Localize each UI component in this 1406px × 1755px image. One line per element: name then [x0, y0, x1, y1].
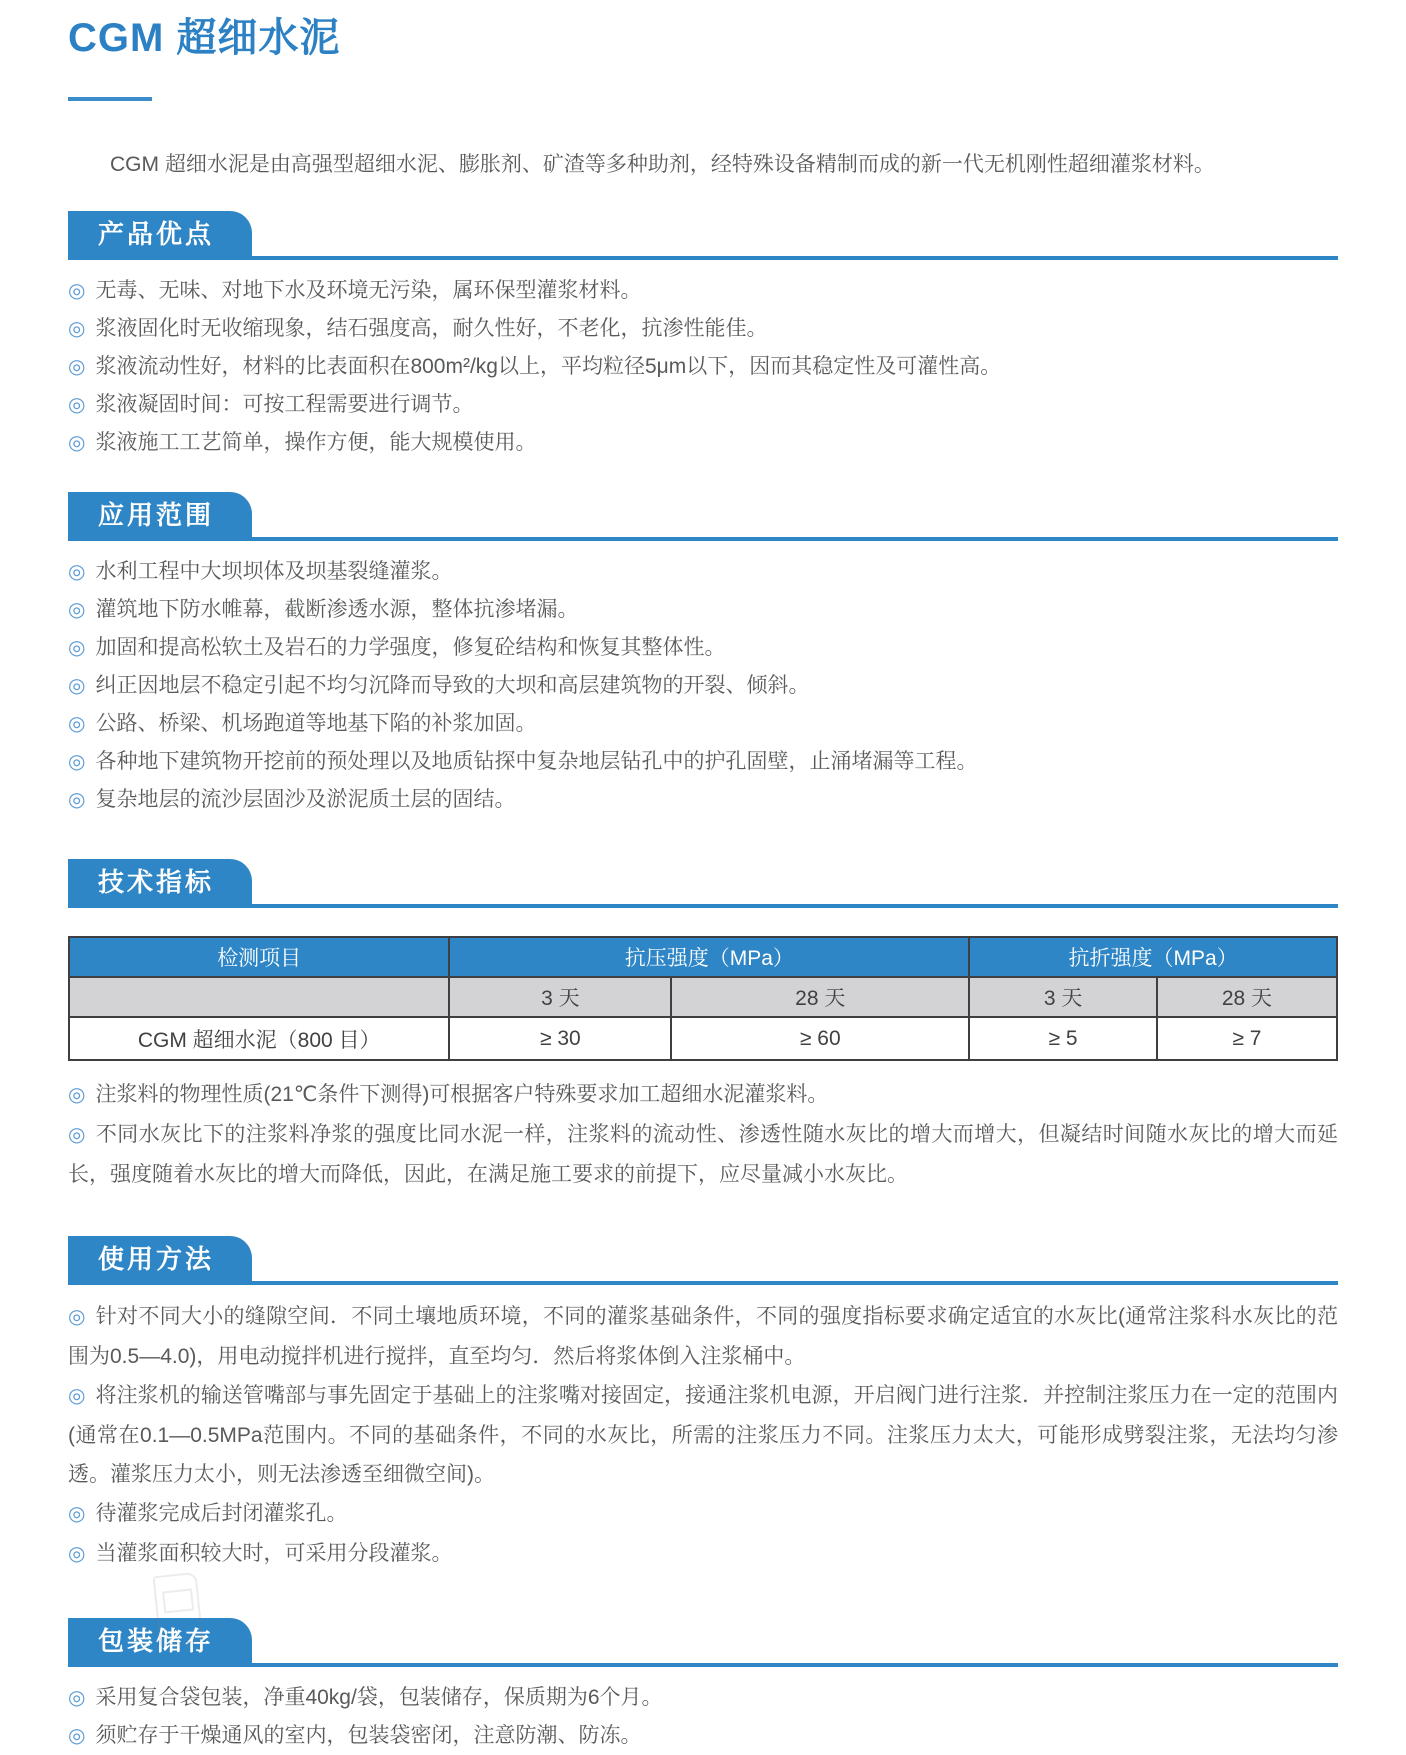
specs-notes: [68, 1075, 1338, 1194]
subheader-cell: 28 天: [1157, 977, 1337, 1017]
ring-bullet-icon: ◎: [68, 280, 86, 302]
section-advantages: [68, 211, 1338, 462]
list-item-text: 水利工程中大坝坝体及坝基裂缝灌浆。: [95, 560, 453, 583]
list-item: [68, 553, 1338, 591]
list-item: [68, 781, 1338, 819]
product-name-cell: CGM 超细水泥（800 目）: [69, 1017, 449, 1060]
note-text: 不同水灰比下的注浆料净浆的强度比同水泥一样，注浆料的流动性、渗透性随水灰比的增大而增大，但凝结时间随水灰比的增大而延长，强度随着水灰比的增大而降低，因此，在满足施工要求的前提下，应尽量减小水灰比。: [68, 1123, 1338, 1186]
spec-table-data-row: [69, 1017, 1337, 1060]
usage-list: [68, 1297, 1338, 1574]
list-item-text: 浆液流动性好，材料的比表面积在800m²/kg以上，平均粒径5μm以下，因而其稳定性及可灌性高。: [95, 355, 1002, 378]
packaging-list: [68, 1679, 1338, 1755]
list-item-text: 浆液凝固时间：可按工程需要进行调节。: [95, 393, 474, 416]
ring-bullet-icon: ◎: [68, 561, 86, 583]
list-item-text: 待灌浆完成后封闭灌浆孔。: [95, 1502, 348, 1525]
section-banner-rule: [68, 1236, 1338, 1285]
title-underline: [68, 97, 152, 101]
ring-bullet-icon: ◎: [68, 599, 86, 621]
list-item: [68, 743, 1338, 781]
ring-bullet-icon: ◎: [68, 1385, 86, 1407]
list-item-text: 采用复合袋包装，净重40kg/袋，包装储存，保质期为6个月。: [95, 1686, 663, 1709]
ring-bullet-icon: ◎: [68, 789, 86, 811]
section-applications: [68, 492, 1338, 819]
list-item: [68, 386, 1338, 424]
applications-list: [68, 553, 1338, 819]
section-banner-rule: [68, 211, 1338, 260]
list-item-text: 加固和提高松软土及岩石的力学强度，修复砼结构和恢复其整体性。: [95, 636, 726, 659]
value-cell: ≥ 7: [1157, 1017, 1337, 1060]
section-banner-rule: [68, 859, 1338, 908]
section-specs: [68, 859, 1338, 1194]
subheader-cell: 3 天: [449, 977, 671, 1017]
ring-bullet-icon: ◎: [68, 1084, 86, 1106]
list-item-text: 纠正因地层不稳定引起不均匀沉降而导致的大坝和高层建筑物的开裂、倾斜。: [95, 674, 810, 697]
value-cell: ≥ 30: [449, 1017, 671, 1060]
ring-bullet-icon: ◎: [68, 1124, 86, 1146]
list-item: [68, 1376, 1338, 1494]
note-text: 注浆料的物理性质(21℃条件下测得)可根据客户特殊要求加工超细水泥灌浆料。: [95, 1083, 829, 1106]
spec-table-subheader-row: [69, 977, 1337, 1017]
section-banner-rule: [68, 1618, 1338, 1667]
list-item-text: 无毒、无味、对地下水及环境无污染，属环保型灌浆材料。: [95, 279, 642, 302]
intro-paragraph: CGM 超细水泥是由高强型超细水泥、膨胀剂、矿渣等多种助剂，经特殊设备精制而成的新一代无机刚性超细灌浆材料。: [110, 153, 1215, 176]
section-packaging: [68, 1618, 1338, 1755]
section-banner-rule: [68, 492, 1338, 541]
ring-bullet-icon: ◎: [68, 1543, 86, 1565]
list-item-text: 各种地下建筑物开挖前的预处理以及地质钻探中复杂地层钻孔中的护孔固壁，止涌堵漏等工程。: [95, 750, 978, 773]
subheader-empty-cell: [69, 977, 449, 1017]
subheader-cell: 28 天: [671, 977, 969, 1017]
col-header-project: 检测项目: [69, 937, 449, 977]
list-item-text: 须贮存于干燥通风的室内，包装袋密闭，注意防潮、防冻。: [95, 1724, 642, 1747]
subheader-cell: 3 天: [969, 977, 1157, 1017]
list-item-text: 浆液固化时无收缩现象，结石强度高，耐久性好，不老化，抗渗性能佳。: [95, 317, 768, 340]
list-item: [68, 591, 1338, 629]
list-item: [68, 310, 1338, 348]
ring-bullet-icon: ◎: [68, 318, 86, 340]
list-item-text: 将注浆机的输送管嘴部与事先固定于基础上的注浆嘴对接固定，接通注浆机电源，开启阀门进行注浆．并控制注浆压力在一定的范围内(通常在0.1—0.5MPa范围内。不同的基础条件，不同的水灰比，所需的注浆压力不同。注浆压力太大，可能形成劈裂注浆，无法均匀渗透。灌浆压力太小，则无法渗透至细微空间)。: [68, 1384, 1338, 1486]
spec-table: [68, 936, 1338, 1061]
ring-bullet-icon: ◎: [68, 751, 86, 773]
page-content: [0, 6, 1406, 1755]
ring-bullet-icon: ◎: [68, 394, 86, 416]
note-item: [68, 1115, 1338, 1194]
list-item: [68, 1717, 1338, 1755]
list-item: [68, 705, 1338, 743]
product-datasheet-page: [0, 6, 1406, 1747]
page-title: CGM 超细水泥: [68, 16, 341, 60]
list-item: [68, 424, 1338, 462]
list-item-text: 浆液施工工艺简单，操作方便，能大规模使用。: [95, 431, 537, 454]
advantages-list: [68, 272, 1338, 462]
list-item: [68, 667, 1338, 705]
list-item: [68, 1679, 1338, 1717]
section-title-packaging: 包装储存: [68, 1618, 252, 1663]
note-item: [68, 1075, 1338, 1115]
section-title-specs: 技术指标: [68, 859, 252, 904]
list-item-text: 公路、桥梁、机场跑道等地基下陷的补浆加固。: [95, 712, 537, 735]
list-item-text: 当灌浆面积较大时，可采用分段灌浆。: [95, 1542, 453, 1565]
list-item: [68, 1534, 1338, 1574]
ring-bullet-icon: ◎: [68, 637, 86, 659]
ring-bullet-icon: ◎: [68, 356, 86, 378]
value-cell: ≥ 5: [969, 1017, 1157, 1060]
section-title-usage: 使用方法: [68, 1236, 252, 1281]
ring-bullet-icon: ◎: [68, 1687, 86, 1709]
list-item: [68, 272, 1338, 310]
list-item: [68, 348, 1338, 386]
ring-bullet-icon: ◎: [68, 1503, 86, 1525]
ring-bullet-icon: ◎: [68, 675, 86, 697]
list-item-text: 灌筑地下防水帷幕，截断渗透水源，整体抗渗堵漏。: [95, 598, 579, 621]
list-item: [68, 629, 1338, 667]
ring-bullet-icon: ◎: [68, 1306, 86, 1328]
col-header-compressive: 抗压强度（MPa）: [449, 937, 969, 977]
list-item-text: 针对不同大小的缝隙空间．不同土壤地质环境，不同的灌浆基础条件，不同的强度指标要求确定适宜的水灰比(通常注浆科水灰比的范围为0.5—4.0)，用电动搅拌机进行搅拌，直至均匀．然后将浆体倒入注浆桶中。: [68, 1305, 1338, 1368]
ring-bullet-icon: ◎: [68, 713, 86, 735]
col-header-flexural: 抗折强度（MPa）: [969, 937, 1337, 977]
spec-table-header-row: [69, 937, 1337, 977]
list-item: [68, 1297, 1338, 1376]
section-title-applications: 应用范围: [68, 492, 252, 537]
section-usage: [68, 1236, 1338, 1574]
list-item-text: 复杂地层的流沙层固沙及淤泥质土层的固结。: [95, 788, 516, 811]
cement-bag-watermark-graphic: [148, 1574, 210, 1644]
ring-bullet-icon: ◎: [68, 1725, 86, 1747]
ring-bullet-icon: ◎: [68, 432, 86, 454]
list-item: [68, 1494, 1338, 1534]
section-title-advantages: 产品优点: [68, 211, 252, 256]
value-cell: ≥ 60: [671, 1017, 969, 1060]
